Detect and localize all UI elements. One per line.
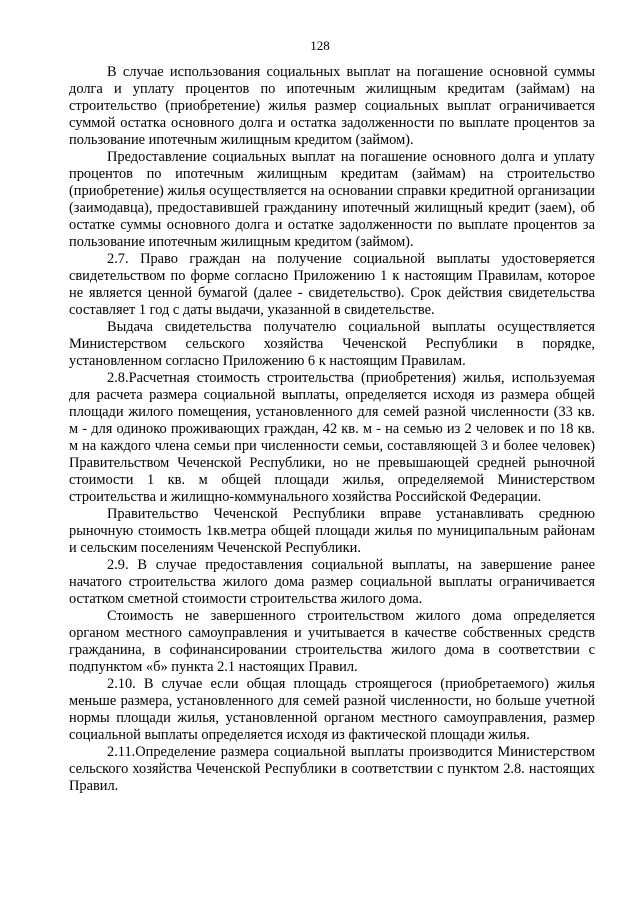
document-body (69, 64, 595, 795)
paragraph-2-8: 2.8.Расчетная стоимость строительства (приобретения) жилья, используемая для расчета размера социальной выплаты, определяется исходя из размера общей площади жилого помещения, установленного для семей разной численности (33 кв. м - для одиноко проживающих граждан, 42 кв. м - на семью из 2 человек и по 18 кв. м на каждого члена семьи при численности семьи, составляющей 3 и более человек) Правительством Чеченской Республики, но не превышающей средней рыночной стоимости 1 кв. м общей площади жилья, определяемой Министерством строительства и жилищно-коммунального хозяйства Российской Федерации. (69, 370, 595, 505)
paragraph-2-10: 2.10. В случае если общая площадь строящегося (приобретаемого) жилья меньше размера, установленного для семей разной численности, но больше учетной нормы площади жилья, установленной органом местного самоуправления, размер социальной выплаты определяется исходя из фактической площади жилья. (69, 676, 595, 743)
paragraph-social-payments-mortgage: В случае использования социальных выплат на погашение основной суммы долга и уплату процентов по ипотечным жилищным кредитам (займам) на строительство (приобретение) жилья размер социальных выплат ограничивается суммой остатка основного долга и остатка задолженности по выплате процентов за пользование ипотечным жилищным кредитом (займом). (69, 64, 595, 148)
paragraph-certificate-issuance: Выдача свидетельства получателю социальной выплаты осуществляется Министерством сельского хозяйства Чеченской Республики в порядке, установленном согласно Приложению 6 к настоящим Правилам. (69, 319, 595, 369)
paragraph-unfinished-house-cost: Стоимость не завершенного строительством жилого дома определяется органом местного самоуправления и учитывается в качестве собственных средств гражданина, в софинансировании строительства жилого дома в соответствии с подпунктом «б» пункта 2.1 настоящих Правил. (69, 608, 595, 675)
page-number: 128 (310, 38, 330, 53)
paragraph-2-9: 2.9. В случае предоставления социальной выплаты, на завершение ранее начатого строительства жилого дома размер социальной выплаты ограничивается остатком сметной стоимости строительства жилого дома. (69, 557, 595, 607)
paragraph-2-11: 2.11.Определение размера социальной выплаты производится Министерством сельского хозяйства Чеченской Республики в соответствии с пунктом 2.8. настоящих Правил. (69, 744, 595, 794)
paragraph-2-7: 2.7. Право граждан на получение социальной выплаты удостоверяется свидетельством по форме согласно Приложению 1 к настоящим Правилам, которое не является ценной бумагой (далее - свидетельство). Срок действия свидетельства составляет 1 год с даты выдачи, указанной в свидетельстве. (69, 251, 595, 318)
paragraph-government-market-price: Правительство Чеченской Республики вправе устанавливать среднюю рыночную стоимость 1кв.метра общей площади жилья по муниципальным районам и сельским поселениям Чеченской Республики. (69, 506, 595, 556)
paragraph-bank-certificate: Предоставление социальных выплат на погашение основного долга и уплату процентов по ипотечным жилищным кредитам (займам) на строительство (приобретение) жилья осуществляется на основании справки кредитной организации (заимодавца), предоставившей гражданину ипотечный жилищный кредит (заем), об остатке суммы основного долга и остатке задолженности по выплате процентов за пользование ипотечным жилищным кредитом (займом). (69, 149, 595, 250)
